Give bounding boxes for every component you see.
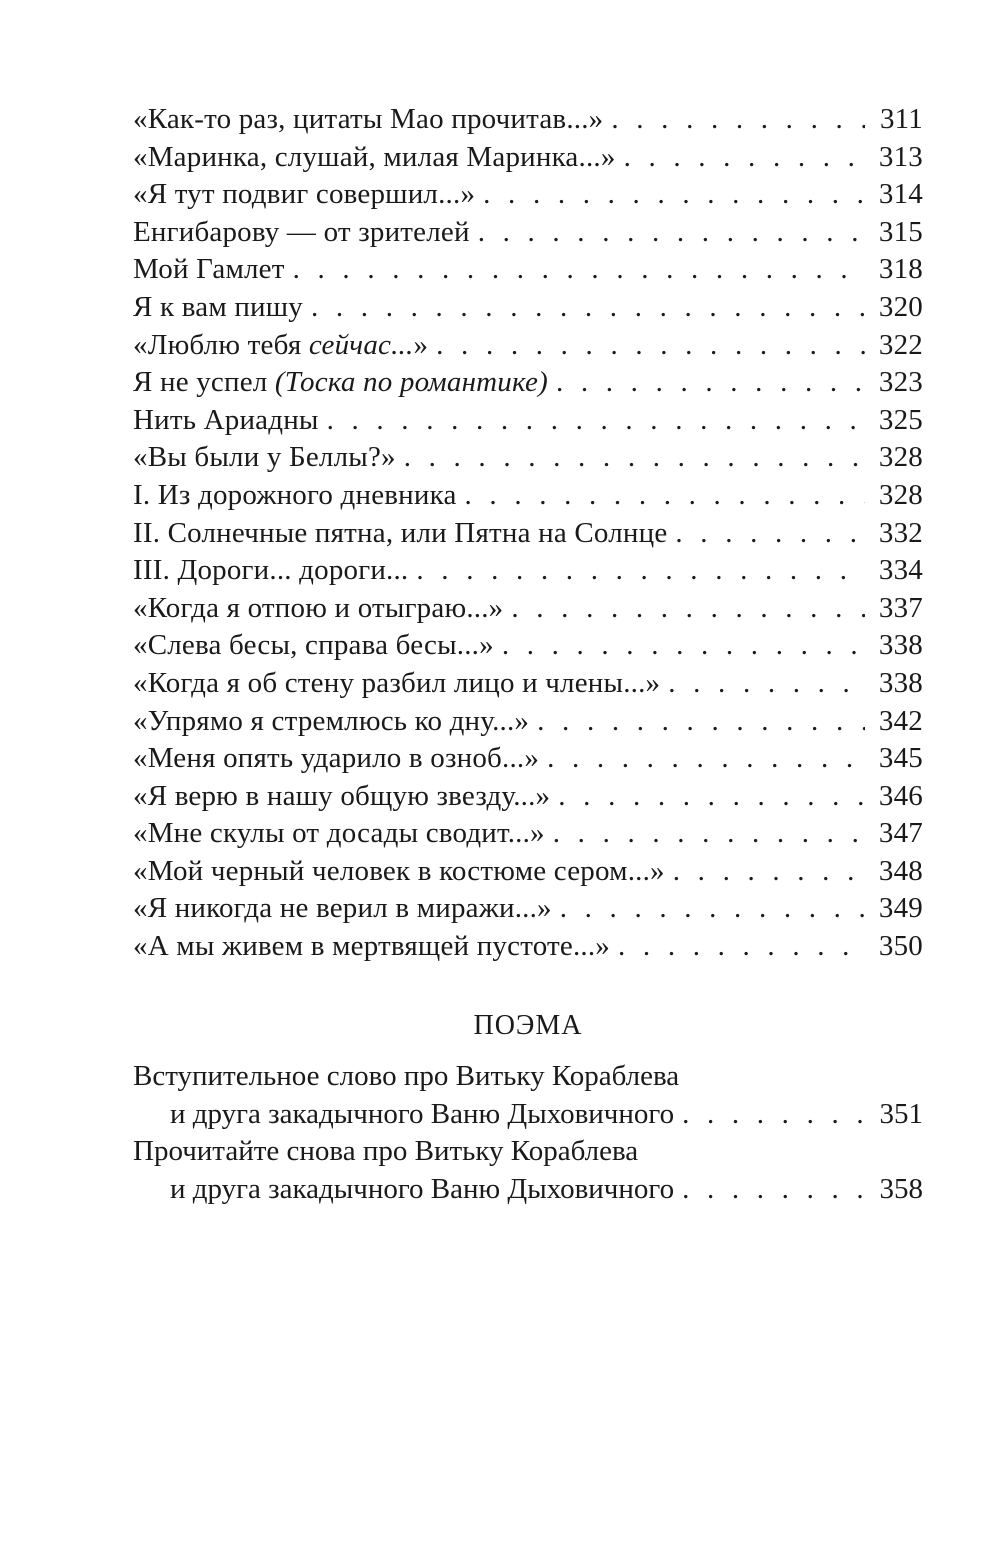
- toc-entry: [133, 627, 923, 665]
- dot-leader: [478, 214, 865, 252]
- dot-leader: [675, 515, 865, 553]
- toc-entry-page: 347: [878, 817, 923, 850]
- toc-entry-page: 323: [878, 366, 923, 399]
- toc-entry: [133, 251, 923, 289]
- toc-entry-page: 328: [878, 478, 923, 511]
- toc-entry-page: 314: [878, 178, 923, 211]
- toc-entry: [133, 890, 923, 928]
- toc-entry-page: 346: [878, 779, 923, 812]
- toc-entry: [133, 853, 923, 891]
- toc-entry-title: [133, 364, 548, 402]
- toc-entry: [133, 928, 923, 966]
- toc-entry-title-line2: и друга закадычного Ваню Дыховичного: [170, 1172, 675, 1205]
- toc-entry-title-italic: (Тоска по романтике): [274, 366, 548, 399]
- toc-entry-title: «Упрямо я стремлюсь ко дну...»: [133, 704, 530, 737]
- toc-entry-title: III. Дороги... дороги...: [133, 554, 409, 587]
- section-heading: ПОЭМА: [473, 1010, 583, 1041]
- dot-leader: [537, 703, 865, 741]
- toc-entry-title: «Я никогда не верил в миражи...»: [133, 892, 552, 925]
- dot-leader: [560, 890, 865, 928]
- toc-entry: [133, 740, 923, 778]
- dot-leader: [436, 327, 865, 365]
- dot-leader: [556, 364, 865, 402]
- toc-entry-page: 345: [878, 742, 923, 775]
- toc-entry-title: Я к вам пишу: [133, 290, 303, 323]
- toc-entry-title: «Мне скулы от досады сводит...»: [133, 817, 545, 850]
- dot-leader: [624, 139, 865, 177]
- toc-entry-title: «А мы живем в мертвящей пустоте...»: [133, 930, 611, 963]
- toc-entry-title-plain: «Люблю тебя: [133, 328, 309, 361]
- dot-leader: [483, 176, 865, 214]
- toc-entry-title-italic: сейчас...: [308, 328, 414, 361]
- toc-entry-title: «Когда я отпою и отыграю...»: [133, 591, 504, 624]
- toc-entry-page: 334: [878, 554, 923, 587]
- toc-entry-page: 350: [878, 930, 923, 963]
- toc-entry-title-line2-row: [133, 1171, 923, 1209]
- toc-entry-page: 313: [878, 140, 923, 173]
- toc-entry-title: «Мой черный человек в костюме сером...»: [133, 854, 665, 887]
- toc-entry-title: Мой Гамлет: [133, 253, 285, 286]
- toc-entry: [133, 665, 923, 703]
- toc-entry: [133, 590, 923, 628]
- toc-entry-page: 332: [878, 516, 923, 549]
- dot-leader: [311, 289, 865, 327]
- toc-entry: [133, 289, 923, 327]
- dot-leader: [673, 853, 865, 891]
- dot-leader: [293, 251, 865, 289]
- dot-leader: [611, 101, 865, 139]
- toc-entry-page: 328: [878, 441, 923, 474]
- toc-entry-page: 349: [878, 892, 923, 925]
- toc-entry-page: 348: [878, 854, 923, 887]
- toc-entry-title-line1: Вступительное слово про Витьку Кораблева: [133, 1060, 680, 1092]
- toc-entry-page: 337: [878, 591, 923, 624]
- dot-leader: [416, 552, 865, 590]
- toc-entry-title-tail: »: [413, 328, 429, 361]
- toc-entry-title: «Когда я об стену разбил лицо и члены...»: [133, 666, 661, 699]
- toc-entry-page: 338: [878, 666, 923, 699]
- toc-entry-title: [133, 327, 428, 365]
- toc-entry: [133, 214, 923, 252]
- poem-section-list: [133, 1058, 923, 1208]
- toc-entry-title: «Я верю в нашу общую звезду...»: [133, 779, 551, 812]
- toc-entry-title-line2-row: [133, 1096, 923, 1134]
- toc-entry-page: 358: [879, 1172, 923, 1205]
- toc-entry: [133, 703, 923, 741]
- toc-entry-title: I. Из дорожного дневника: [133, 478, 457, 511]
- toc-entry-title: Енгибарову — от зрителей: [133, 215, 470, 248]
- toc-entry-title: «Маринка, слушай, милая Маринка...»: [133, 140, 616, 173]
- toc-entry: [133, 101, 923, 139]
- dot-leader: [465, 477, 865, 515]
- toc-entry: [133, 552, 923, 590]
- toc-entry-page: 325: [878, 403, 923, 436]
- toc-entry-title: II. Солнечные пятна, или Пятна на Солнце: [133, 516, 668, 549]
- toc-entry-page: 318: [878, 253, 923, 286]
- dot-leader: [404, 439, 865, 477]
- dot-leader: [511, 590, 865, 628]
- toc-entry: [133, 778, 923, 816]
- toc-entry-page: 338: [878, 629, 923, 662]
- toc-entry-title-line2: и друга закадычного Ваню Дыховичного: [170, 1097, 675, 1130]
- toc-entry: [133, 1133, 923, 1208]
- toc-entry: [133, 515, 923, 553]
- toc-entry-page: 342: [878, 704, 923, 737]
- toc-entry-title-line1: Прочитайте снова про Витьку Кораблева: [133, 1135, 639, 1168]
- toc-entry-page: 311: [879, 103, 923, 135]
- toc-entry: [133, 815, 923, 853]
- dot-leader: [682, 1096, 865, 1134]
- toc-entry-page: 351: [879, 1097, 923, 1130]
- toc-entry: [133, 139, 923, 177]
- toc-entry: [133, 327, 923, 365]
- toc-entry-title: «Слева бесы, справа бесы...»: [133, 629, 494, 662]
- toc-entry-title: «Как-то раз, цитаты Мао прочитав...»: [133, 103, 604, 135]
- toc-entry-title: «Вы были у Беллы?»: [133, 441, 396, 474]
- dot-leader: [668, 665, 865, 703]
- table-of-contents-page: [133, 101, 923, 1205]
- dot-leader: [618, 928, 865, 966]
- toc-entry-title: «Меня опять ударило в озноб...»: [133, 742, 540, 775]
- toc-entry: [133, 176, 923, 214]
- dot-leader: [502, 627, 865, 665]
- toc-entry-title: Нить Ариадны: [133, 403, 319, 436]
- toc-entry-page: 315: [878, 215, 923, 248]
- toc-entry: [133, 402, 923, 440]
- toc-entry-title: «Я тут подвиг совершил...»: [133, 178, 476, 211]
- dot-leader: [682, 1171, 865, 1209]
- toc-entry: [133, 1058, 923, 1133]
- toc-entry-page: 322: [878, 328, 923, 361]
- dot-leader: [327, 402, 865, 440]
- dot-leader: [547, 740, 865, 778]
- toc-entry: [133, 477, 923, 515]
- toc-entry: [133, 364, 923, 402]
- toc-list: [133, 101, 923, 966]
- toc-entry: [133, 439, 923, 477]
- dot-leader: [558, 778, 865, 816]
- dot-leader: [553, 815, 865, 853]
- toc-entry-page: 320: [878, 290, 923, 323]
- toc-entry-title-plain: Я не успел: [133, 366, 275, 399]
